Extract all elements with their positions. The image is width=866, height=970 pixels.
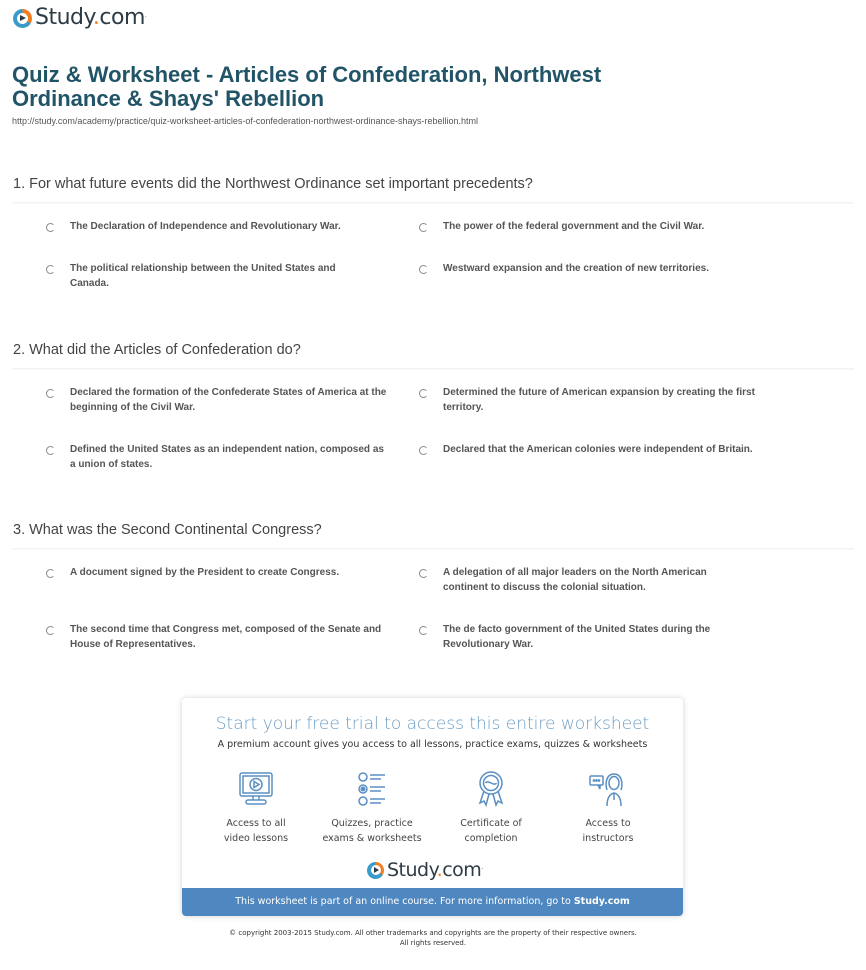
- radio-button[interactable]: [46, 569, 55, 578]
- quiz-list-icon: [353, 770, 391, 808]
- video-monitor-icon: [237, 770, 275, 808]
- radio-button[interactable]: [419, 626, 428, 635]
- question-1: [12, 176, 854, 289]
- question-2: [12, 342, 854, 470]
- page-title: Quiz & Worksheet - Articles of Confederation, Northwest Ordinance & Shays' Rebellion: [12, 62, 602, 111]
- feature-instructors: Access to instructors: [548, 770, 668, 846]
- question-text: 3. What was the Second Continental Congress?: [13, 522, 322, 538]
- radio-button[interactable]: [419, 265, 428, 274]
- feature-certificate: Certificate of completion: [431, 770, 551, 846]
- feature-video-lessons: Access to all video lessons: [196, 770, 316, 846]
- radio-button[interactable]: [419, 569, 428, 578]
- radio-button[interactable]: [46, 265, 55, 274]
- divider: [12, 202, 854, 204]
- study-logo[interactable]: [13, 7, 146, 29]
- question-text: 2. What did the Articles of Confederation do?: [13, 342, 301, 358]
- answer-option[interactable]: The Declaration of Independence and Revolutionary War.: [46, 221, 376, 234]
- answer-option[interactable]: Declared that the American colonies were independent of Britain.: [419, 444, 764, 457]
- answer-option[interactable]: Westward expansion and the creation of new territories.: [419, 263, 749, 276]
- answer-option[interactable]: Defined the United States as an independent nation, composed as a union of states.: [46, 444, 391, 472]
- certificate-ribbon-icon: [472, 770, 510, 808]
- free-trial-card[interactable]: [182, 698, 683, 916]
- question-text: 1. For what future events did the Northwest Ordinance set important precedents?: [13, 176, 533, 192]
- answer-option[interactable]: The power of the federal government and the Civil War.: [419, 221, 749, 234]
- study-logo[interactable]: [367, 860, 483, 880]
- divider: [12, 548, 854, 550]
- logo-wordmark: Study.com·: [35, 5, 147, 30]
- radio-button[interactable]: [46, 626, 55, 635]
- page-url: http://study.com/academy/practice/quiz-worksheet-articles-of-confederation-northwest-ordinance-shays-rebellion.html: [12, 116, 479, 126]
- radio-button[interactable]: [46, 223, 55, 232]
- radio-button[interactable]: [46, 446, 55, 455]
- copyright-notice: © copyright 2003-2015 Study.com. All other trademarks and copyrights are the property of their respective owners. All rights reserved.: [229, 929, 637, 947]
- instructor-chat-icon: [588, 770, 628, 808]
- divider: [12, 368, 854, 370]
- logo-wordmark: Study.com·: [387, 859, 483, 881]
- answer-option[interactable]: A document signed by the President to create Congress.: [46, 567, 376, 580]
- radio-button[interactable]: [419, 223, 428, 232]
- play-circle-icon: [13, 9, 32, 28]
- play-circle-icon: [367, 862, 384, 879]
- radio-button[interactable]: [46, 389, 55, 398]
- radio-button[interactable]: [419, 389, 428, 398]
- answer-option[interactable]: The de facto government of the United States during the Revolutionary War.: [419, 624, 749, 652]
- promo-headline[interactable]: Start your free trial to access this entire worksheet: [215, 714, 650, 734]
- question-3: [12, 522, 854, 650]
- radio-button[interactable]: [419, 446, 428, 455]
- answer-option[interactable]: Determined the future of American expansion by creating the first territory.: [419, 387, 779, 415]
- answer-option[interactable]: The political relationship between the United States and Canada.: [46, 263, 366, 291]
- course-info-banner: This worksheet is part of an online course. For more information, go to Study.com: [182, 888, 683, 916]
- answer-option[interactable]: The second time that Congress met, composed of the Senate and House of Representatives.: [46, 624, 386, 652]
- answer-option[interactable]: Declared the formation of the Confederate States of America at the beginning of the Civil War.: [46, 387, 391, 415]
- answer-option[interactable]: A delegation of all major leaders on the North American continent to discuss the colonial situation.: [419, 567, 739, 595]
- promo-subheadline: A premium account gives you access to all lessons, practice exams, quizzes & worksheets: [217, 739, 648, 750]
- feature-quizzes: Quizzes, practice exams & worksheets: [312, 770, 432, 846]
- study-link[interactable]: Study.com: [573, 896, 630, 907]
